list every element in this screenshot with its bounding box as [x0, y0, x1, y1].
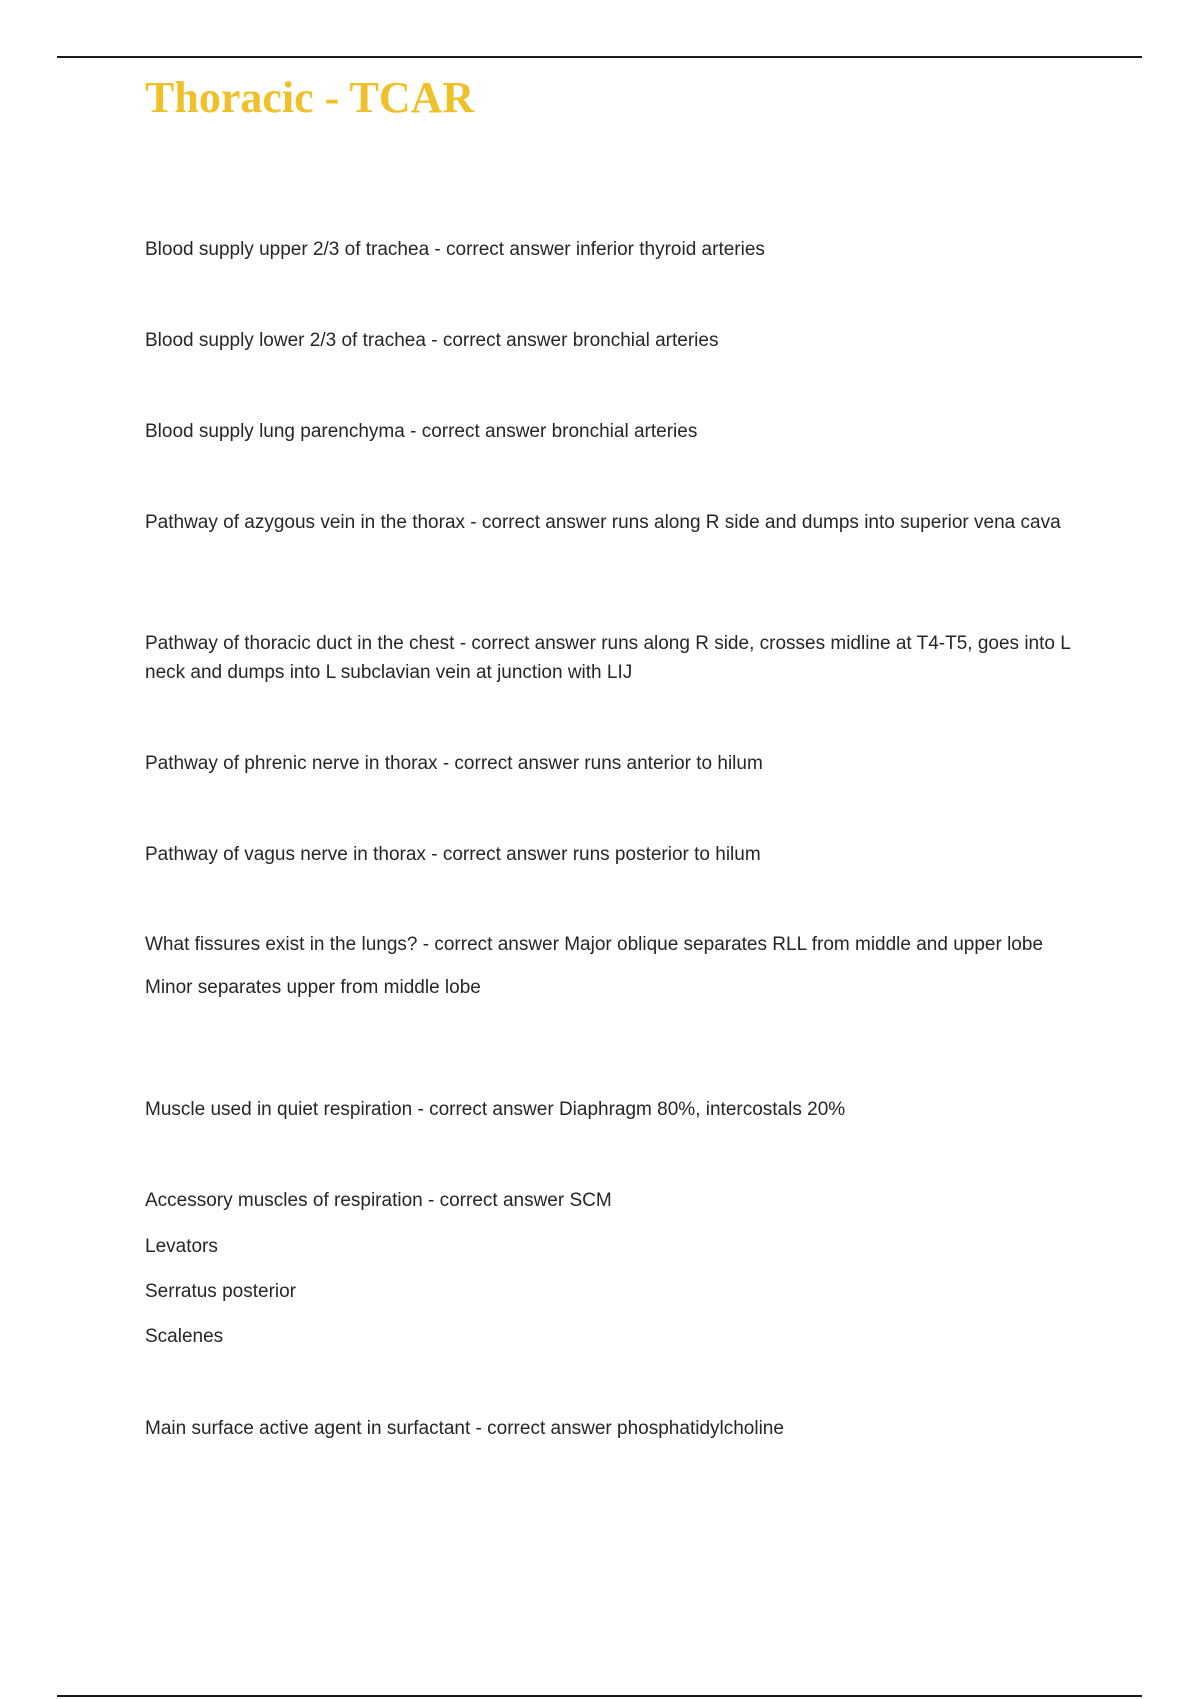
- qa-entry: [145, 1186, 1075, 1351]
- qa-text: Pathway of vagus nerve in thorax - correct answer runs posterior to hilum: [145, 844, 761, 865]
- qa-entry: [145, 235, 1075, 264]
- qa-text: Pathway of phrenic nerve in thorax - correct answer runs anterior to hilum: [145, 753, 763, 774]
- qa-entry: [145, 417, 1075, 446]
- qa-continuation: Minor separates upper from middle lobe: [145, 977, 481, 998]
- qa-text: Main surface active agent in surfactant - correct answer phosphatidylcholine: [145, 1418, 784, 1439]
- qa-entry: [145, 508, 1075, 537]
- qa-entry: [145, 629, 1075, 687]
- qa-text: Blood supply lung parenchyma - correct answer bronchial arteries: [145, 421, 698, 442]
- qa-text: Pathway of azygous vein in the thorax - correct answer runs along R side and dumps into superior vena cava: [145, 512, 1061, 533]
- qa-text: What fissures exist in the lungs? - correct answer Major oblique separates RLL from middle and upper lobe: [145, 934, 1044, 955]
- qa-entry: [145, 749, 1075, 778]
- qa-entry: [145, 1414, 1075, 1443]
- qa-entry: [145, 840, 1075, 869]
- bottom-rule: [57, 1695, 1142, 1697]
- qa-text: Blood supply lower 2/3 of trachea - correct answer bronchial arteries: [145, 330, 719, 351]
- document-title: Thoracic - TCAR: [145, 73, 475, 122]
- top-rule: [57, 56, 1142, 58]
- qa-text: Muscle used in quiet respiration - correct answer Diaphragm 80%, intercostals 20%: [145, 1099, 846, 1120]
- qa-text: Blood supply upper 2/3 of trachea - correct answer inferior thyroid arteries: [145, 239, 765, 260]
- qa-text: Pathway of thoracic duct in the chest - correct answer runs along R side, crosses midline at T4-T5, goes into L neck and dumps into L subclavian vein at junction with LIJ: [145, 633, 1071, 683]
- qa-continuation: Levators: [145, 1236, 218, 1257]
- qa-entry: [145, 1095, 1075, 1124]
- qa-continuation: Serratus posterior: [145, 1281, 297, 1302]
- qa-entry: [145, 326, 1075, 355]
- qa-entry: [145, 930, 1075, 1002]
- qa-continuation: Scalenes: [145, 1326, 224, 1347]
- qa-text: Accessory muscles of respiration - correct answer SCM: [145, 1190, 612, 1211]
